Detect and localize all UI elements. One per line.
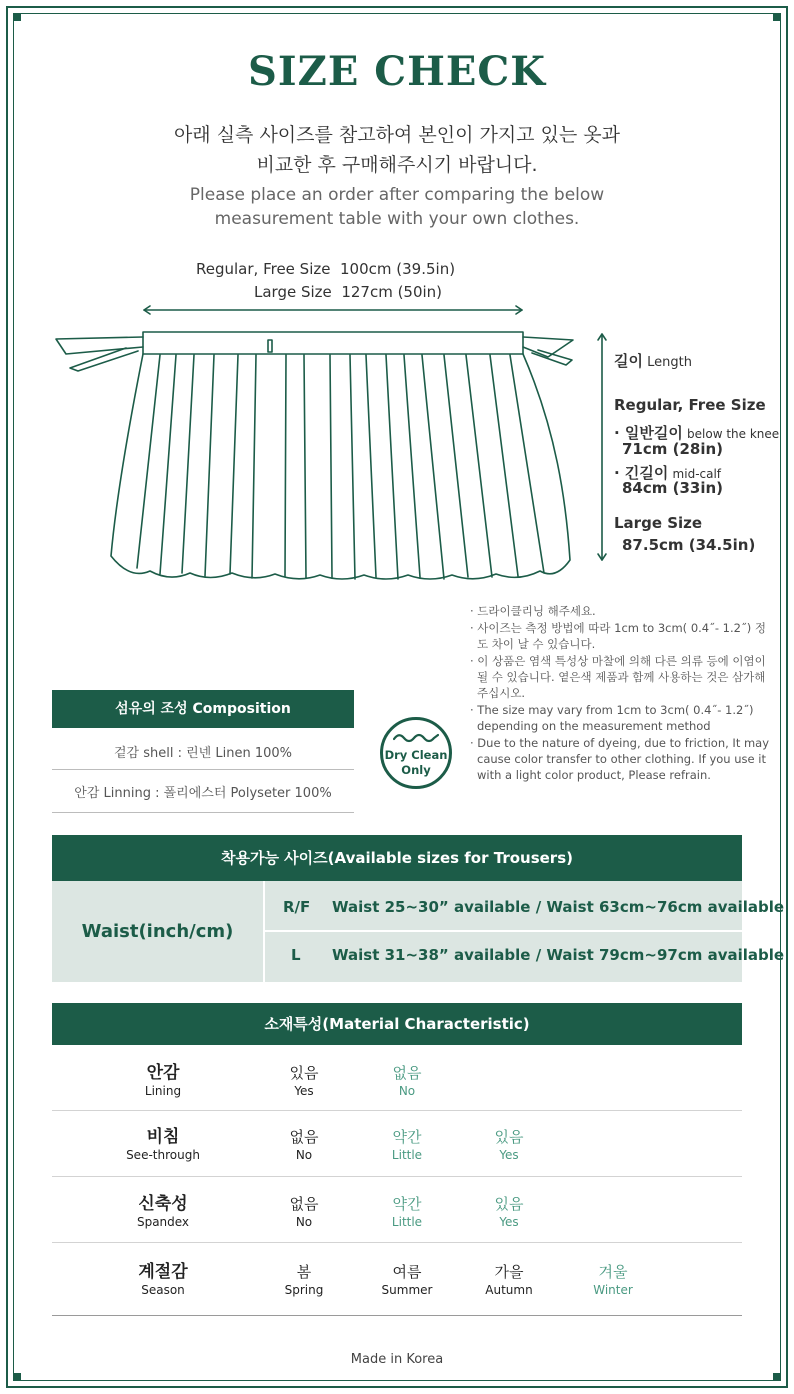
material-option-selected [249, 1263, 359, 1298]
material-header: 소재특성(Material Characteristic) [52, 1003, 742, 1045]
option-ko: 있음 [289, 1064, 319, 1082]
composition-divider [52, 812, 354, 813]
waist-regular-value: 100cm (39.5in) [340, 260, 456, 278]
option-en: Autumn [485, 1283, 533, 1297]
composition-lining: 안감 Linning : 폴리에스터 Polyseter 100% [74, 786, 332, 801]
option-en: Spring [284, 1283, 324, 1297]
length-large-value-text: 87.5cm (34.5in) [622, 536, 756, 554]
option-en: Yes [499, 1215, 519, 1229]
waist-regular-label: Regular, Free Size [196, 260, 331, 278]
option-ko: 약간 [392, 1195, 422, 1213]
option-ko: 없음 [289, 1128, 319, 1146]
material-attr [108, 1195, 218, 1230]
made-in-label: Made in Korea [350, 1352, 444, 1367]
material-attr [108, 1263, 218, 1298]
size-l-range: Waist 31~38” available / Waist 79cm~97cm available [332, 946, 785, 964]
attr-en: See-through [126, 1148, 200, 1162]
option-en: Little [391, 1148, 423, 1162]
composition-divider [52, 769, 354, 770]
dry-clean-only-icon [380, 717, 452, 789]
length-long-en: mid-calf [672, 467, 722, 481]
care-notes [470, 603, 770, 784]
material-option [352, 1195, 462, 1230]
attr-ko: 비침 [146, 1127, 180, 1147]
option-ko: 없음 [289, 1195, 319, 1213]
intro-korean-line: 아래 실측 사이즈를 참고하여 본인이 가지고 있는 옷과 [173, 124, 621, 146]
care-note: · Due to the nature of dyeing, due to friction, It may cause color transfer to other clothing. If you use it with a light color product, Please refrain. [470, 736, 770, 782]
material-option-selected [249, 1128, 359, 1163]
attr-en: Spandex [136, 1215, 190, 1229]
option-en: No [295, 1215, 313, 1229]
option-ko: 봄 [296, 1263, 312, 1281]
wave-icon [393, 730, 439, 744]
material-row-spandex [52, 1195, 742, 1261]
available-sizes-header: 착용가능 사이즈(Available sizes for Trousers) [52, 835, 742, 881]
material-option [352, 1064, 462, 1099]
available-sizes-row-divider [265, 930, 742, 932]
material-divider [52, 1110, 742, 1111]
option-en: No [295, 1148, 313, 1162]
waist-large-label: Large Size [254, 283, 332, 301]
care-note: · The size may vary from 1cm to 3cm( 0.4˝- 1.2˝) depending on the measurement method [470, 703, 754, 733]
material-row-lining [52, 1064, 742, 1130]
material-option [454, 1128, 564, 1163]
length-title [614, 350, 692, 371]
size-rf-label: R/F [283, 898, 311, 916]
corner-mark [14, 1373, 21, 1380]
material-option-selected [249, 1064, 359, 1099]
length-large-text: Large Size [614, 514, 703, 532]
page-title: SIZE CHECK [248, 48, 546, 95]
length-normal-value [622, 440, 723, 458]
waist-label: Waist(inch/cm) [81, 921, 234, 942]
length-regular-label [614, 396, 766, 414]
option-en: Yes [294, 1084, 314, 1098]
composition-header: 섬유의 조성 Composition [52, 690, 354, 728]
care-note: · 이 상품은 염색 특성상 마찰에 의해 다른 의류 등에 이염이 될 수 있습니다. 옅은색 제품과 함께 사용하는 것은 삼가해주십시오. [470, 654, 766, 700]
length-long-value [622, 479, 723, 497]
option-ko: 있음 [494, 1195, 524, 1213]
intro-english-line: Please place an order after comparing the below [189, 185, 605, 205]
attr-en: Lining [144, 1084, 182, 1098]
option-ko: 여름 [392, 1263, 422, 1281]
dry-clean-line: Dry Clean [384, 748, 448, 762]
material-option-selected [352, 1263, 462, 1298]
dry-clean-text [383, 748, 449, 778]
waist-large-value: 127cm (50in) [341, 283, 443, 301]
attr-ko: 안감 [146, 1063, 180, 1083]
material-divider [52, 1242, 742, 1243]
attr-ko: 계절감 [138, 1262, 188, 1282]
option-ko: 있음 [494, 1128, 524, 1146]
material-option [454, 1195, 564, 1230]
option-en: Yes [499, 1148, 519, 1162]
option-ko: 가을 [494, 1263, 524, 1281]
composition-shell: 겉감 shell : 린넨 Linen 100% [113, 746, 292, 761]
care-note: · 드라이클리닝 해주세요. [470, 604, 596, 618]
corner-mark [773, 1373, 780, 1380]
option-en: No [398, 1084, 416, 1098]
material-row-see-through [52, 1128, 742, 1194]
material-bottom-line [52, 1315, 742, 1316]
length-long-ko: · 긴길이 [614, 464, 669, 482]
material-option-selected [249, 1195, 359, 1230]
option-ko: 없음 [392, 1064, 422, 1082]
material-divider [52, 1176, 742, 1177]
material-option [352, 1128, 462, 1163]
material-option-selected [454, 1263, 564, 1298]
length-large-label [614, 514, 702, 532]
wrap-skirt-illustration [0, 0, 794, 600]
intro-english-line: measurement table with your own clothes. [214, 209, 580, 229]
option-en: Summer [381, 1283, 433, 1297]
length-long-value-text: 84cm (33in) [622, 479, 724, 497]
size-l-label: L [291, 946, 301, 964]
care-note: · 사이즈는 측정 방법에 따라 1cm to 3cm( 0.4˝- 1.2˝) 정도 차이 날 수 있습니다. [470, 621, 766, 651]
length-title-en: Length [647, 355, 692, 370]
length-normal-ko: · 일반길이 [614, 424, 683, 442]
dry-clean-line: Only [401, 763, 431, 777]
attr-en: Season [141, 1283, 185, 1297]
option-en: Little [391, 1215, 423, 1229]
material-option [558, 1263, 668, 1298]
length-title-ko: 길이 [614, 352, 643, 370]
material-row-season [52, 1263, 742, 1329]
length-large-value [622, 536, 755, 554]
option-ko: 겨울 [598, 1263, 628, 1281]
option-en: Winter [593, 1283, 633, 1297]
length-regular-text: Regular, Free Size [614, 396, 766, 414]
material-attr [108, 1128, 218, 1163]
material-attr [108, 1064, 218, 1099]
option-ko: 약간 [392, 1128, 422, 1146]
length-normal-value-text: 71cm (28in) [622, 440, 724, 458]
intro-korean-line: 비교한 후 구매해주시기 바랍니다. [256, 154, 538, 176]
attr-ko: 신축성 [138, 1194, 188, 1214]
length-normal-en: below the knee [687, 427, 780, 441]
size-rf-range: Waist 25~30” available / Waist 63cm~76cm available [332, 898, 785, 916]
